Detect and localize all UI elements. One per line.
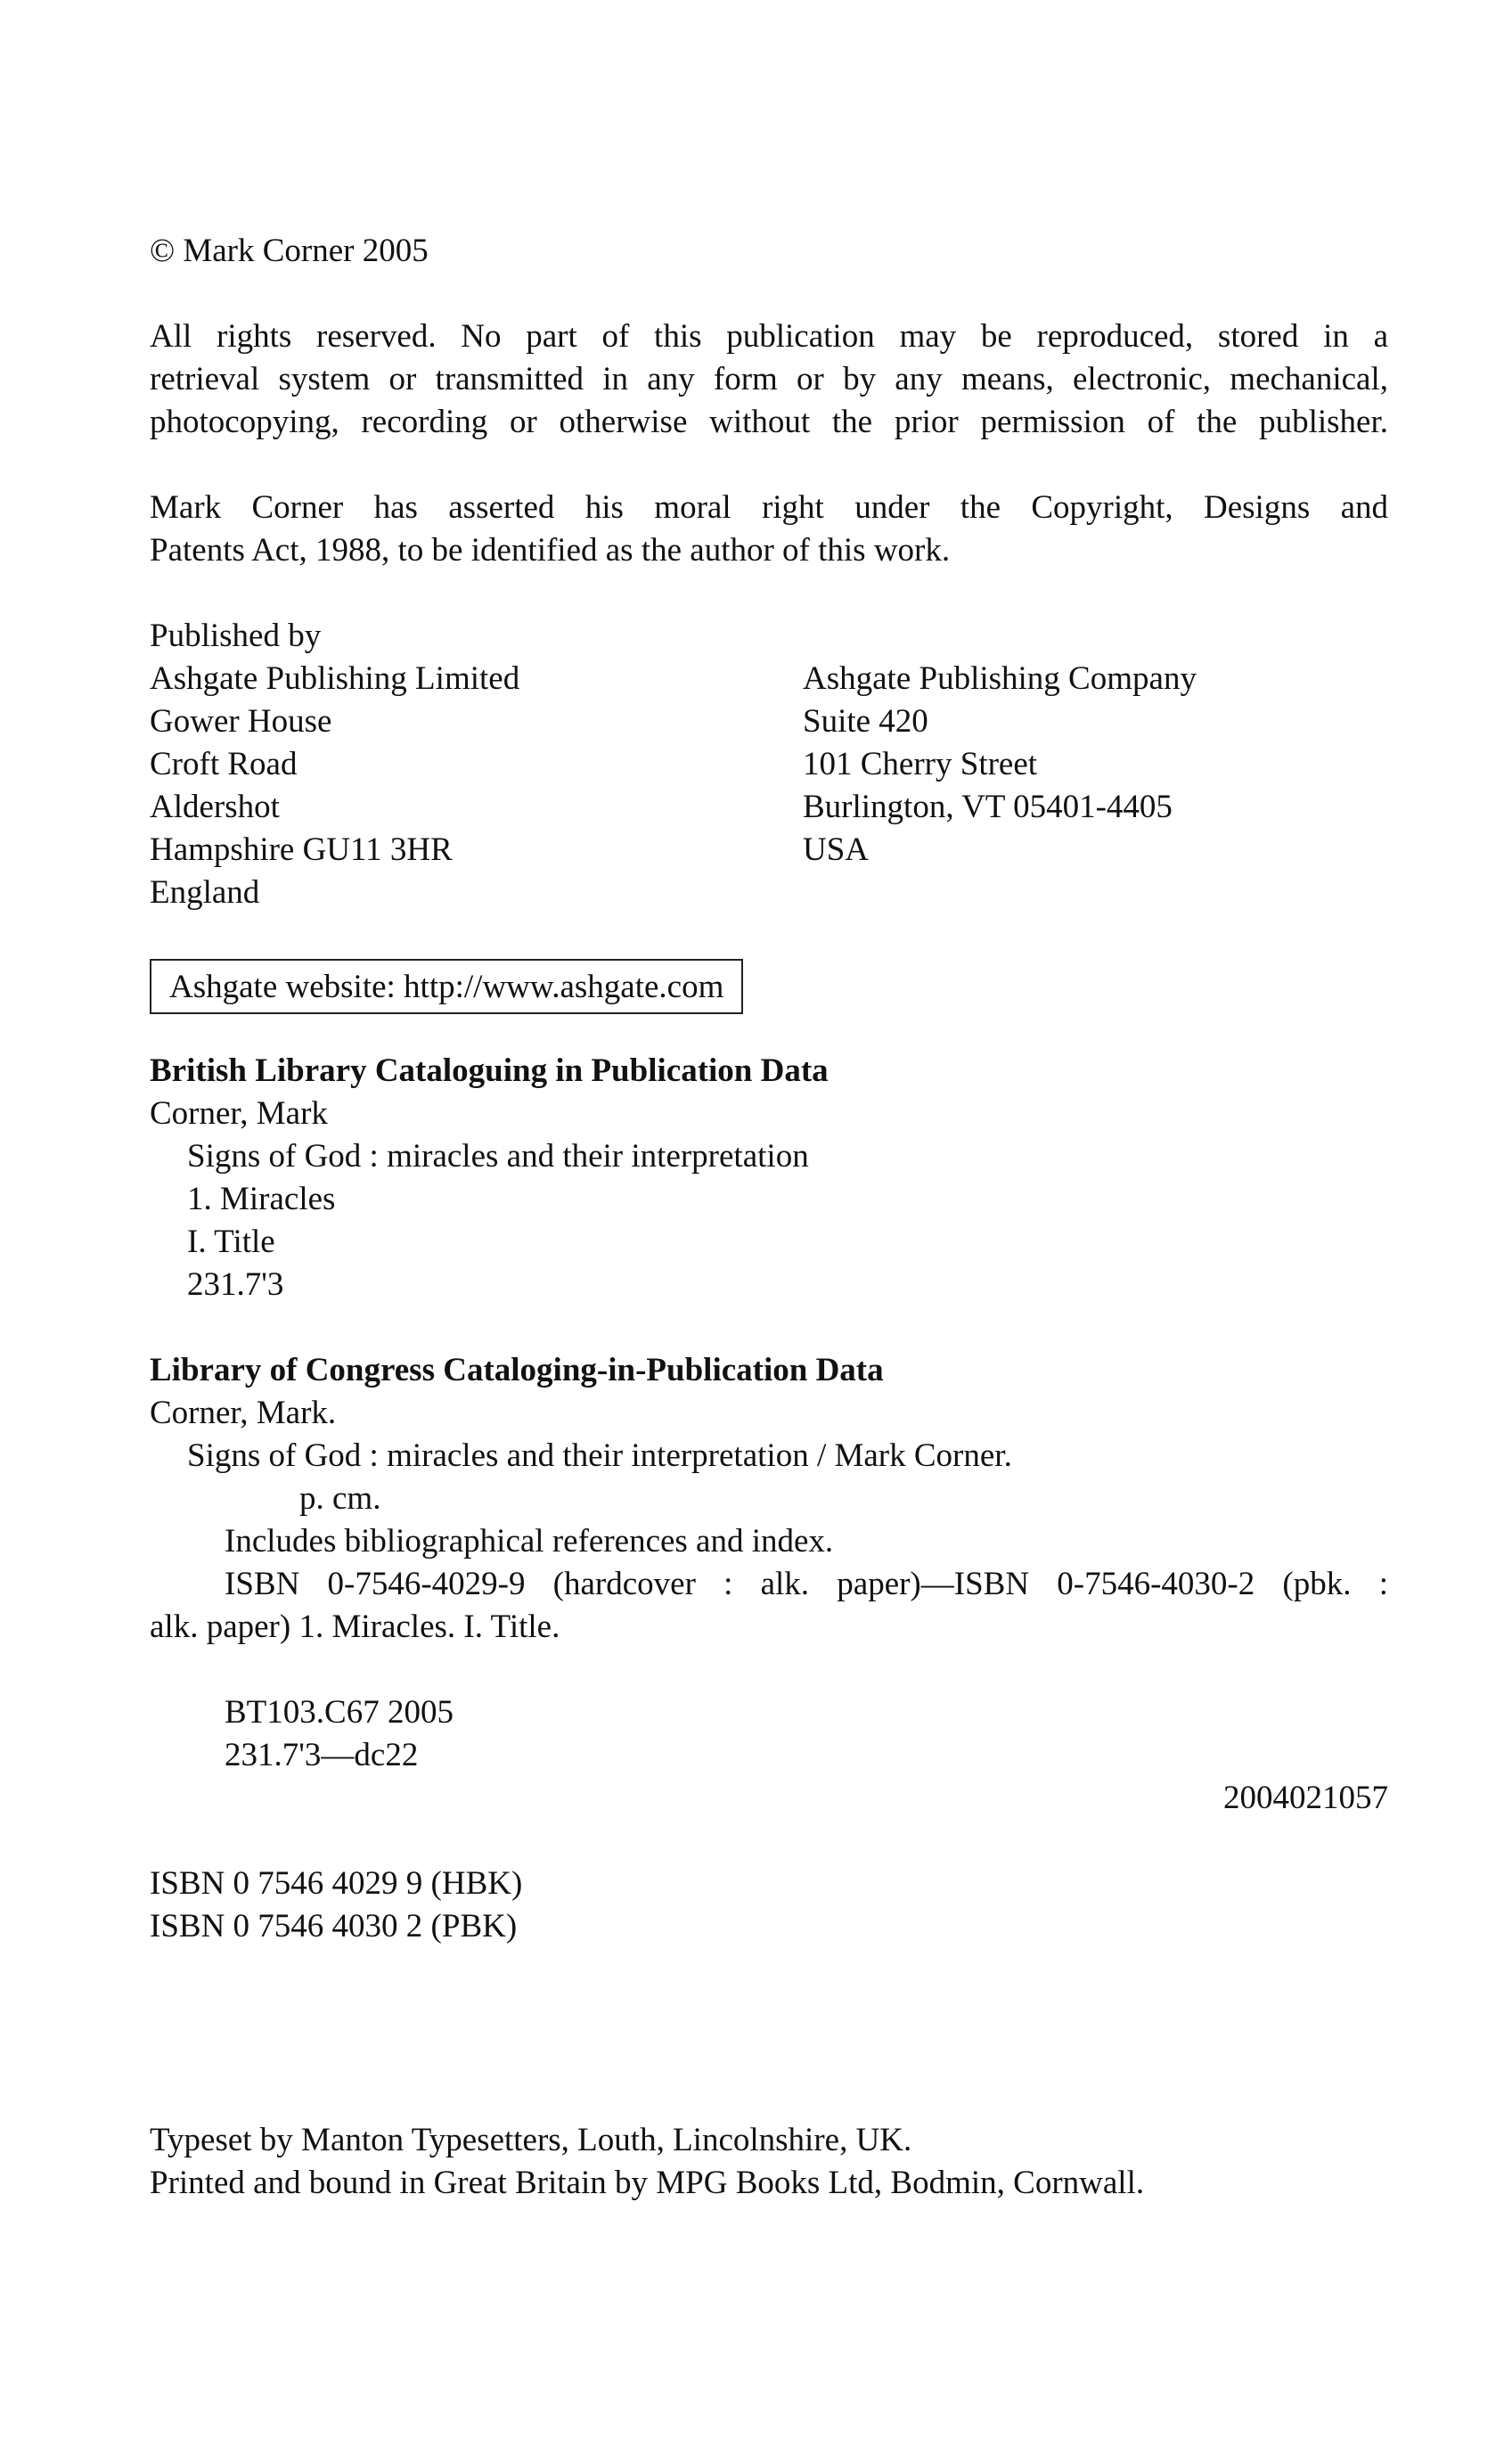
bl-cip-block [150, 1050, 1388, 1306]
lc-cip-block [150, 1349, 1388, 1820]
address-line: England [150, 874, 260, 911]
isbn-block [150, 1863, 1388, 1948]
address-line: Ashgate Publishing Limited [150, 660, 520, 697]
bl-cip-class: 231.7'3 [187, 1266, 284, 1303]
bl-cip-series: I. Title [187, 1224, 275, 1260]
bl-cip-subject: 1. Miracles [187, 1181, 336, 1217]
moral-right-statement [150, 487, 1388, 572]
rights-line: All rights reserved. No part of this publication may be reproduced, stored in a [150, 318, 1388, 355]
bl-cip-author: Corner, Mark [150, 1095, 328, 1132]
bl-cip-heading: British Library Cataloguing in Publication Data [150, 1052, 829, 1089]
address-line: Hampshire GU11 3HR [150, 831, 453, 868]
lc-cip-pcm: p. cm. [299, 1480, 381, 1517]
address-line: Aldershot [150, 789, 280, 825]
published-by-label: Published by [150, 618, 322, 654]
copyright-notice: © Mark Corner 2005 [150, 233, 429, 269]
address-line: Ashgate Publishing Company [803, 660, 1197, 697]
publisher-addresses [150, 658, 1388, 914]
lc-cip-author: Corner, Mark. [150, 1395, 337, 1431]
typeset-credit: Typeset by Manton Typesetters, Louth, Lincolnshire, UK. [150, 2122, 912, 2158]
moral-right-line: Mark Corner has asserted his moral right under the Copyright, Designs and [150, 489, 1388, 526]
website-text: Ashgate website: http://www.ashgate.com [169, 969, 724, 1005]
rights-line: retrieval system or transmitted in any form or by any means, electronic, mechanical, [150, 361, 1388, 397]
rights-line: photocopying, recording or otherwise without the prior permission of the publisher. [150, 404, 1388, 440]
address-line: Gower House [150, 703, 332, 740]
lc-cip-call-number: BT103.C67 2005 [225, 1694, 454, 1731]
address-line: USA [803, 831, 870, 868]
publisher-us-address [803, 658, 1388, 914]
printed-credit: Printed and bound in Great Britain by MPG Books Ltd, Bodmin, Cornwall. [150, 2165, 1145, 2201]
address-line: Burlington, VT 05401-4405 [803, 789, 1173, 825]
lc-cip-isbn-line: ISBN 0-7546-4029-9 (hardcover : alk. paper)—ISBN 0-7546-4030-2 (pbk. : [225, 1566, 1388, 1602]
lc-cip-dewey: 231.7'3—dc22 [225, 1737, 419, 1773]
copyright-page [150, 230, 1388, 2205]
bl-cip-title: Signs of God : miracles and their interpretation [187, 1138, 809, 1175]
address-line: Croft Road [150, 746, 298, 782]
lc-cip-isbn-line: alk. paper) 1. Miracles. I. Title. [150, 1609, 560, 1645]
rights-statement [150, 315, 1388, 444]
moral-right-line: Patents Act, 1988, to be identified as the author of this work. [150, 532, 951, 569]
address-line: 101 Cherry Street [803, 746, 1038, 782]
publisher-uk-address [150, 658, 803, 914]
lc-cip-notes: Includes bibliographical references and index. [225, 1523, 834, 1560]
lc-cip-title: Signs of God : miracles and their interpretation / Mark Corner. [187, 1437, 1012, 1474]
lc-cip-lccn: 2004021057 [1223, 1780, 1388, 1816]
isbn-pbk: ISBN 0 7546 4030 2 (PBK) [150, 1908, 518, 1944]
printer-block [150, 2119, 1388, 2205]
lc-cip-heading: Library of Congress Cataloging-in-Publication Data [150, 1352, 884, 1388]
website-box [150, 959, 743, 1014]
isbn-hbk: ISBN 0 7546 4029 9 (HBK) [150, 1865, 523, 1902]
address-line: Suite 420 [803, 703, 928, 740]
